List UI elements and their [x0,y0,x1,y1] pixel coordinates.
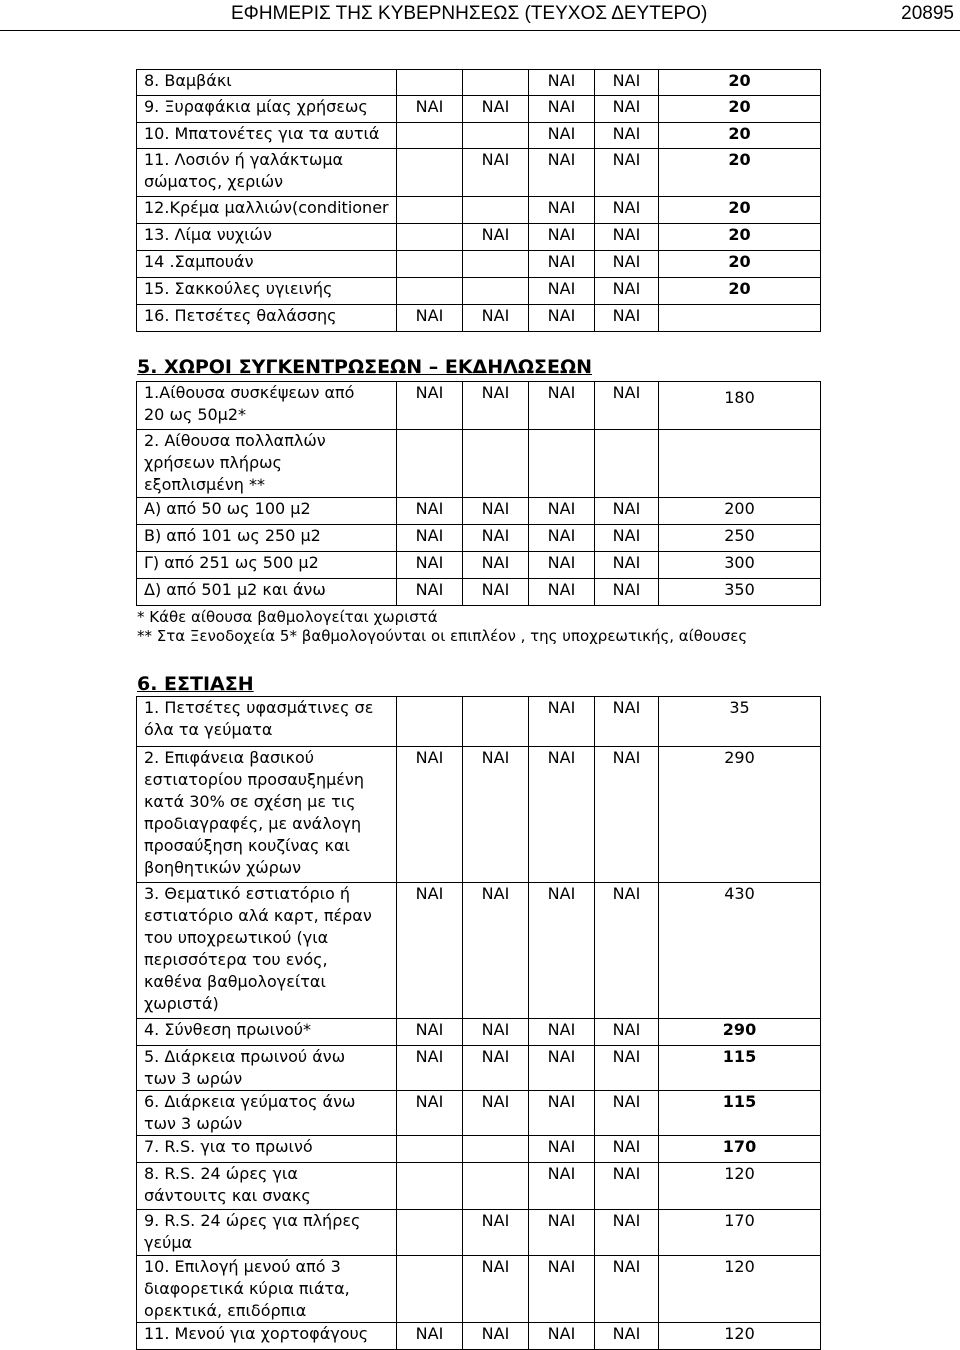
cell-yes: ΝΑΙ [529,278,595,305]
table-row [137,70,821,96]
dining-table [136,696,821,1350]
table-row [137,525,821,552]
section-5-title: 5. ΧΩΡΟΙ ΣΥΓΚΕΝΤΡΩΣΕΩΝ – ΕΚΔΗΛΩΣΕΩΝ [137,356,593,378]
row-label: 8. Βαμβάκι [137,70,397,96]
points-cell: 120 [659,1323,821,1350]
table-row [137,278,821,305]
cell-yes [397,251,463,278]
row-label: 4. Σύνθεση πρωινού* [137,1019,397,1046]
cell-yes: ΝΑΙ [529,579,595,606]
row-label: 2. Επιφάνεια βασικού εστιατορίου προσαυξημένη κατά 30% σε σχέση με τις προδιαγραφές, με ανάλογη προσαύξηση κουζίνας και βοηθητικών χώρων [137,747,397,883]
cell-yes: ΝΑΙ [529,251,595,278]
cell-yes: ΝΑΙ [529,382,595,430]
cell-yes: ΝΑΙ [463,1046,529,1091]
cell-yes: ΝΑΙ [595,552,659,579]
cell-yes [463,430,529,498]
cell-yes: ΝΑΙ [529,1323,595,1350]
table-row [137,197,821,224]
cell-yes: ΝΑΙ [595,70,659,96]
points-cell: 20 [659,197,821,224]
cell-yes [397,149,463,197]
cell-yes: ΝΑΙ [397,747,463,883]
row-label: 10. Μπατονέτες για τα αυτιά [137,123,397,149]
footnote-2: ** Στα Ξενοδοχεία 5* βαθμολογούνται οι επιπλέον , της υποχρεωτικής, αίθουσες [137,627,748,645]
cell-yes: ΝΑΙ [463,579,529,606]
table-row [137,552,821,579]
row-label: 8. R.S. 24 ώρες για σάντουιτς και σνακς [137,1163,397,1210]
points-cell: 120 [659,1163,821,1210]
points-cell: 170 [659,1210,821,1256]
table-row [137,123,821,149]
cell-yes: ΝΑΙ [529,123,595,149]
cell-yes: ΝΑΙ [463,498,529,525]
table-row [137,697,821,747]
table-row [137,1323,821,1350]
cell-yes: ΝΑΙ [529,149,595,197]
cell-yes: ΝΑΙ [595,96,659,123]
table-row [137,1163,821,1210]
cell-yes [529,430,595,498]
row-label: Β) από 101 ως 250 μ2 [137,525,397,552]
cell-yes: ΝΑΙ [397,1019,463,1046]
cell-yes [397,197,463,224]
points-cell: 20 [659,96,821,123]
cell-yes: ΝΑΙ [595,278,659,305]
cell-yes [397,430,463,498]
row-label: 2. Αίθουσα πολλαπλών χρήσεων πλήρως εξοπλισμένη ** [137,430,397,498]
cell-yes: ΝΑΙ [529,525,595,552]
cell-yes: ΝΑΙ [463,305,529,332]
cell-yes: ΝΑΙ [595,149,659,197]
cell-yes: ΝΑΙ [529,552,595,579]
page-number: 20895 [901,3,954,24]
row-label: 9. R.S. 24 ώρες για πλήρες γεύμα [137,1210,397,1256]
points-cell: 20 [659,123,821,149]
cell-yes [397,1256,463,1323]
row-label: Γ) από 251 ως 500 μ2 [137,552,397,579]
cell-yes: ΝΑΙ [397,305,463,332]
cell-yes: ΝΑΙ [529,883,595,1019]
row-label: 6. Διάρκεια γεύματος άνω των 3 ωρών [137,1091,397,1136]
cell-yes: ΝΑΙ [529,498,595,525]
cell-yes [463,70,529,96]
points-cell: 20 [659,149,821,197]
cell-yes: ΝΑΙ [463,1091,529,1136]
row-label: 3. Θεματικό εστιατόριο ή εστιατόριο αλά καρτ, πέραν του υποχρεωτικού (για περισσότερα του ενός, καθένα βαθμολογείται χωριστά) [137,883,397,1019]
cell-yes: ΝΑΙ [397,1046,463,1091]
cell-yes: ΝΑΙ [529,1256,595,1323]
row-label: 1. Πετσέτες υφασμάτινες σε όλα τα γεύματα [137,697,397,747]
points-cell: 250 [659,525,821,552]
table-row [137,1091,821,1136]
cell-yes: ΝΑΙ [595,883,659,1019]
cell-yes: ΝΑΙ [595,305,659,332]
section-6-title: 6. ΕΣΤΙΑΣΗ [137,673,254,695]
cell-yes: ΝΑΙ [397,1323,463,1350]
cell-yes: ΝΑΙ [595,1046,659,1091]
table-row [137,1210,821,1256]
cell-yes: ΝΑΙ [463,883,529,1019]
row-label: 11. Λοσιόν ή γαλάκτωμα σώματος, χεριών [137,149,397,197]
cell-yes: ΝΑΙ [595,1210,659,1256]
points-cell: 20 [659,224,821,251]
points-cell: 290 [659,1019,821,1046]
table-row [137,1136,821,1163]
cell-yes: ΝΑΙ [397,498,463,525]
cell-yes: ΝΑΙ [529,1019,595,1046]
table-row [137,747,821,883]
cell-yes: ΝΑΙ [595,1256,659,1323]
table-row [137,579,821,606]
cell-yes: ΝΑΙ [595,747,659,883]
row-label: 13. Λίμα νυχιών [137,224,397,251]
cell-yes: ΝΑΙ [595,1091,659,1136]
table-row [137,1019,821,1046]
table-row [137,149,821,197]
cell-yes: ΝΑΙ [529,224,595,251]
table-row [137,430,821,498]
points-cell: 35 [659,697,821,747]
row-label: 14 .Σαμπουάν [137,251,397,278]
table-row [137,251,821,278]
cell-yes: ΝΑΙ [463,96,529,123]
table-row [137,498,821,525]
cell-yes: ΝΑΙ [529,1136,595,1163]
table-row [137,1046,821,1091]
table-row [137,96,821,123]
points-cell: 430 [659,883,821,1019]
cell-yes: ΝΑΙ [529,1046,595,1091]
table-row [137,1256,821,1323]
row-label: 16. Πετσέτες θαλάσσης [137,305,397,332]
cell-yes: ΝΑΙ [397,382,463,430]
cell-yes [463,251,529,278]
row-label: Δ) από 501 μ2 και άνω [137,579,397,606]
cell-yes: ΝΑΙ [595,1163,659,1210]
cell-yes [397,1136,463,1163]
cell-yes: ΝΑΙ [397,883,463,1019]
table-row [137,305,821,332]
cell-yes: ΝΑΙ [529,305,595,332]
cell-yes [463,1136,529,1163]
cell-yes: ΝΑΙ [595,697,659,747]
points-cell: 20 [659,70,821,96]
cell-yes: ΝΑΙ [595,1019,659,1046]
amenities-table [136,69,821,332]
cell-yes [397,1163,463,1210]
cell-yes: ΝΑΙ [529,697,595,747]
table-row [137,224,821,251]
cell-yes [463,1163,529,1210]
cell-yes: ΝΑΙ [529,1091,595,1136]
cell-yes [397,123,463,149]
cell-yes: ΝΑΙ [595,224,659,251]
cell-yes: ΝΑΙ [595,382,659,430]
table-row [137,382,821,430]
cell-yes: ΝΑΙ [463,1323,529,1350]
table-row [137,883,821,1019]
cell-yes: ΝΑΙ [595,197,659,224]
points-cell: 20 [659,278,821,305]
row-label: 15. Σακκούλες υγιεινής [137,278,397,305]
row-label: 12.Κρέμα μαλλιών(conditioner [137,197,397,224]
footnote-1: * Κάθε αίθουσα βαθμολογείται χωριστά [137,608,438,626]
cell-yes: ΝΑΙ [529,1163,595,1210]
cell-yes: ΝΑΙ [529,197,595,224]
points-cell: 200 [659,498,821,525]
cell-yes: ΝΑΙ [595,123,659,149]
points-cell: 120 [659,1256,821,1323]
points-cell [659,305,821,332]
cell-yes: ΝΑΙ [463,1256,529,1323]
cell-yes [463,123,529,149]
row-label: 5. Διάρκεια πρωινού άνω των 3 ωρών [137,1046,397,1091]
cell-yes: ΝΑΙ [595,251,659,278]
row-label: 10. Επιλογή μενού από 3 διαφορετικά κύρια πιάτα, ορεκτικά, επιδόρπια [137,1256,397,1323]
cell-yes: ΝΑΙ [463,525,529,552]
cell-yes: ΝΑΙ [463,747,529,883]
cell-yes: ΝΑΙ [463,1210,529,1256]
cell-yes [397,1210,463,1256]
points-cell: 350 [659,579,821,606]
cell-yes [397,278,463,305]
cell-yes: ΝΑΙ [463,149,529,197]
cell-yes: ΝΑΙ [595,498,659,525]
page-header [0,0,960,34]
cell-yes: ΝΑΙ [397,96,463,123]
row-label: 11. Μενού για χορτοφάγους [137,1323,397,1350]
conference-rooms-table [136,381,821,606]
points-cell: 115 [659,1046,821,1091]
header-rule [0,30,960,31]
cell-yes: ΝΑΙ [595,579,659,606]
points-cell: 20 [659,251,821,278]
points-cell [659,430,821,498]
points-cell: 180 [659,382,821,430]
cell-yes: ΝΑΙ [529,1210,595,1256]
cell-yes: ΝΑΙ [397,579,463,606]
points-cell: 290 [659,747,821,883]
cell-yes: ΝΑΙ [529,96,595,123]
cell-yes: ΝΑΙ [595,525,659,552]
row-label: 7. R.S. για το πρωινό [137,1136,397,1163]
cell-yes: ΝΑΙ [529,70,595,96]
cell-yes: ΝΑΙ [595,1323,659,1350]
cell-yes: ΝΑΙ [463,1019,529,1046]
row-label: 9. Ξυραφάκια μίας χρήσεως [137,96,397,123]
cell-yes: ΝΑΙ [463,552,529,579]
cell-yes [463,197,529,224]
row-label: Α) από 50 ως 100 μ2 [137,498,397,525]
gazette-title: ΕΦΗΜΕΡΙΣ ΤΗΣ ΚΥΒΕΡΝΗΣΕΩΣ (ΤΕΥΧΟΣ ΔΕΥΤΕΡΟ) [231,3,708,24]
points-cell: 170 [659,1136,821,1163]
points-cell: 300 [659,552,821,579]
cell-yes [595,430,659,498]
cell-yes: ΝΑΙ [397,525,463,552]
cell-yes [397,697,463,747]
cell-yes [463,697,529,747]
points-cell: 115 [659,1091,821,1136]
cell-yes [397,70,463,96]
cell-yes: ΝΑΙ [463,224,529,251]
cell-yes: ΝΑΙ [463,382,529,430]
cell-yes [463,278,529,305]
cell-yes: ΝΑΙ [595,1136,659,1163]
cell-yes [397,224,463,251]
row-label: 1.Αίθουσα συσκέψεων από 20 ως 50μ2* [137,382,397,430]
cell-yes: ΝΑΙ [529,747,595,883]
cell-yes: ΝΑΙ [397,1091,463,1136]
cell-yes: ΝΑΙ [397,552,463,579]
